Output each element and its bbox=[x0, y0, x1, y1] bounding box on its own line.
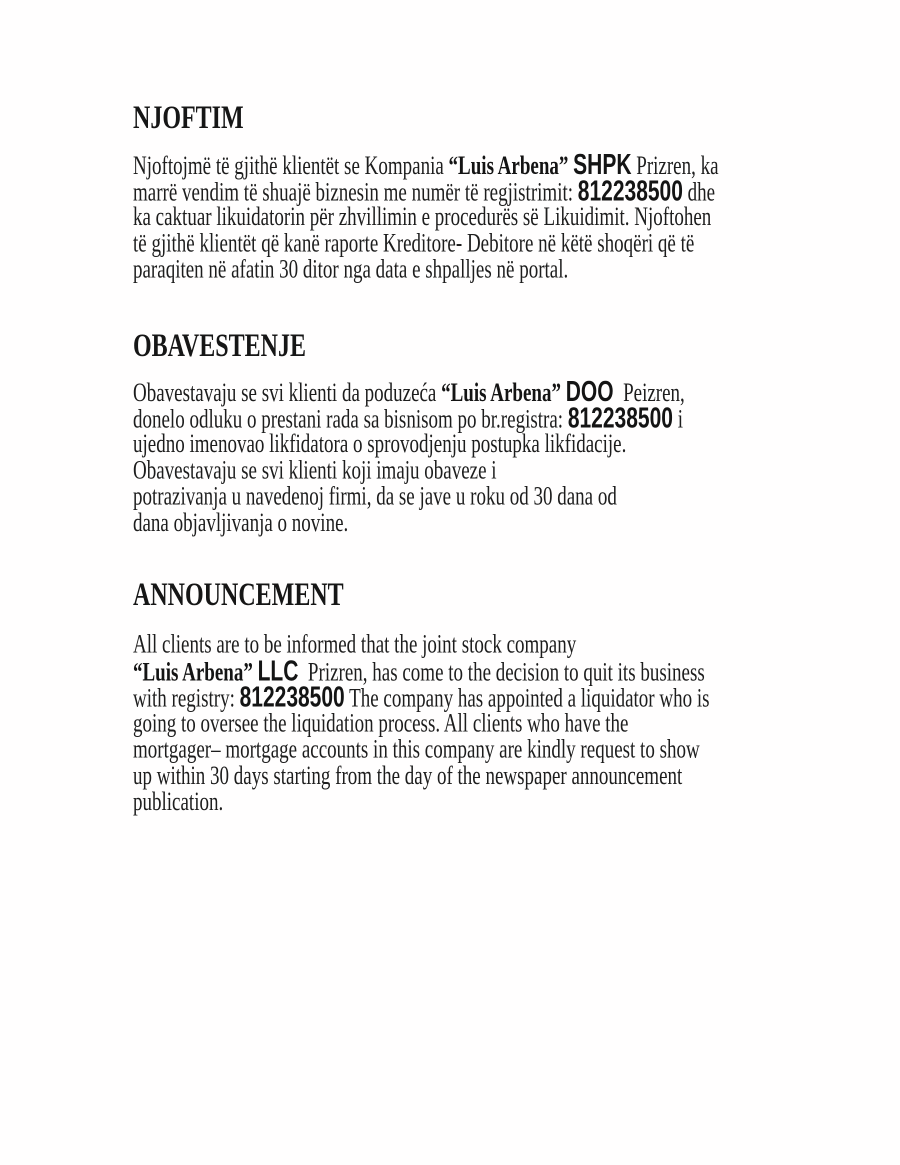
text-run: with registry: bbox=[133, 684, 240, 714]
text-line bbox=[133, 257, 719, 283]
text-line bbox=[133, 711, 710, 737]
text-run: paraqiten në afatin 30 ditor nga data e shpalljes në portal. bbox=[133, 255, 569, 285]
text-line bbox=[133, 681, 710, 714]
text-line bbox=[133, 203, 719, 233]
text-line bbox=[133, 510, 685, 536]
text-run: ka caktuar likuidatorin për zhvillimin e procedurës së Likuidimit. Njoftohen bbox=[133, 203, 712, 233]
company-name: “Luis Arbena” bbox=[441, 379, 561, 408]
company-name: “Luis Arbena” bbox=[448, 152, 569, 181]
paragraph-njoftim bbox=[133, 149, 719, 285]
text-line bbox=[133, 763, 710, 789]
section-heading-njoftim: NJOFTIM bbox=[133, 100, 244, 137]
paragraph-obavestenje bbox=[133, 376, 685, 538]
text-line bbox=[133, 737, 710, 763]
text-run: marrë vendim të shuajë biznesin me numër të regjistrimit: bbox=[133, 178, 578, 208]
text-run: donelo odluku o prestani rada sa bisnisom po br.registra: bbox=[133, 405, 568, 435]
text-line bbox=[133, 655, 710, 688]
text-run: ujedno imenovao likfidatora o sprovodjenju postupka likfidacije. bbox=[133, 430, 627, 460]
text-run: Prizren, has come to the decision to quit its business bbox=[298, 658, 705, 688]
legal-form-abbr: DOO bbox=[565, 376, 614, 408]
section-heading-obavestenje: OBAVESTENJE bbox=[133, 328, 306, 365]
registry-number: 812238500 bbox=[239, 681, 345, 714]
text-run: i bbox=[672, 405, 683, 435]
company-name: “Luis Arbena” bbox=[133, 658, 253, 688]
text-line bbox=[133, 376, 685, 408]
text-run: Prizren, ka bbox=[631, 152, 719, 181]
text-run: going to oversee the liquidation process. All clients who have the bbox=[133, 709, 629, 739]
text-line bbox=[133, 402, 685, 435]
text-run: All clients are to be informed that the joint stock company bbox=[133, 630, 577, 660]
text-line bbox=[133, 231, 719, 257]
text-run: dhe bbox=[682, 178, 716, 208]
text-run: publication. bbox=[133, 787, 224, 817]
section-heading-announcement: ANNOUNCEMENT bbox=[133, 577, 344, 614]
text-run: The company has appointed a liquidator who is bbox=[344, 684, 710, 714]
text-line bbox=[133, 789, 710, 815]
text-line bbox=[133, 430, 685, 460]
text-run: up within 30 days starting from the day of the newspaper announcement bbox=[133, 761, 683, 791]
text-line bbox=[133, 458, 685, 484]
legal-form-abbr: SHPK bbox=[573, 149, 632, 181]
text-run: mortgager– mortgage accounts in this company are kindly request to show bbox=[133, 735, 700, 765]
text-line bbox=[133, 484, 685, 510]
legal-form-abbr: LLC bbox=[257, 655, 299, 688]
text-line bbox=[133, 632, 710, 658]
text-run: Njoftojmë të gjithë klientët se Kompania bbox=[133, 152, 449, 181]
text-run: Peizren, bbox=[613, 379, 685, 408]
text-run: të gjithë klientët që kanë raporte Kreditore- Debitore në këtë shoqëri që të bbox=[133, 229, 695, 259]
text-run: potrazivanja u navedenoj firmi, da se jave u roku od 30 dana od bbox=[133, 482, 617, 512]
paragraph-announcement bbox=[133, 632, 710, 816]
text-run: Obavestavaju se svi klienti da poduzeća bbox=[133, 379, 442, 408]
text-run: Obavestavaju se svi klienti koji imaju obaveze i bbox=[133, 456, 497, 486]
text-run: dana objavljivanja o novine. bbox=[133, 508, 349, 538]
text-line bbox=[133, 175, 719, 208]
text-line bbox=[133, 149, 719, 181]
registry-number: 812238500 bbox=[567, 402, 673, 435]
registry-number: 812238500 bbox=[577, 175, 683, 208]
